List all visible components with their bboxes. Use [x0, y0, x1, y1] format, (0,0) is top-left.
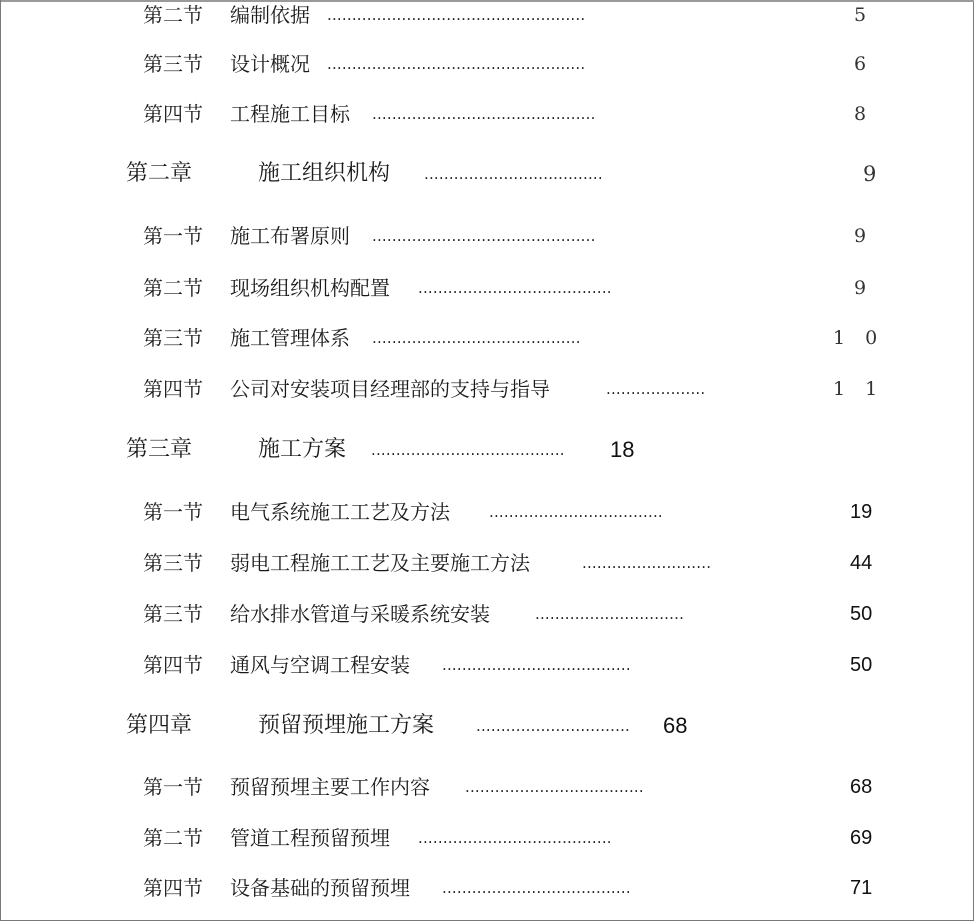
toc-leader-dots: .............................................: [372, 227, 596, 245]
toc-entry-page: 9: [863, 162, 877, 186]
toc-leader-dots: ....................: [606, 380, 706, 398]
toc-entry-title: 施工管理体系: [230, 326, 350, 350]
toc-leader-dots: ....................................: [465, 778, 644, 796]
toc-entry-title: 电气系统施工工艺及方法: [230, 500, 450, 524]
toc-entry-page: 9: [854, 225, 867, 247]
toc-leader-dots: ......................................: [442, 879, 631, 897]
toc-entry-title: 弱电工程施工工艺及主要施工方法: [230, 551, 530, 575]
toc-entry-title: 设计概况: [230, 52, 310, 76]
toc-entry-page: 50: [850, 603, 873, 625]
toc-leader-dots: ...................................: [489, 503, 663, 521]
toc-entry-page: 5: [854, 4, 867, 26]
toc-entry-number: 第四节: [143, 653, 203, 677]
toc-entry-page: 1 1: [833, 378, 885, 400]
toc-entry-page: 44: [850, 552, 873, 574]
toc-leader-dots: ..............................: [535, 605, 685, 623]
toc-leader-dots: .......................................: [418, 829, 612, 847]
toc-entry-page: 71: [850, 877, 873, 899]
toc-entry-title: 公司对安装项目经理部的支持与指导: [230, 377, 550, 401]
toc-entry-number: 第二节: [143, 276, 203, 300]
toc-entry-number: 第四节: [143, 377, 203, 401]
toc-entry-number: 第三节: [143, 52, 203, 76]
toc-leader-dots: .............................................: [372, 105, 596, 123]
toc-leader-dots: ..........................: [582, 554, 712, 572]
toc-leader-dots: ....................................................: [327, 6, 586, 24]
toc-entry-title: 管道工程预留预埋: [230, 826, 390, 850]
toc-entry-title: 施工方案: [258, 437, 347, 462]
toc-leader-dots: .......................................: [418, 279, 612, 297]
toc-entry-page: 9: [854, 277, 867, 299]
toc-entry-page: 6: [854, 53, 867, 75]
toc-entry-title: 施工组织机构: [258, 161, 391, 186]
toc-entry-page: 19: [850, 501, 873, 523]
toc-entry-title: 通风与空调工程安装: [230, 653, 410, 677]
toc-entry-title: 设备基础的预留预埋: [230, 876, 410, 900]
toc-entry-number: 第一节: [143, 224, 203, 248]
toc-entry-number: 第四节: [143, 876, 203, 900]
toc-entry-number: 第二节: [143, 826, 203, 850]
toc-entry-page: 69: [850, 827, 873, 849]
toc-entry-number: 第四节: [143, 102, 203, 126]
toc-entry-number: 第二章: [126, 161, 193, 186]
toc-leader-dots: ....................................................: [327, 55, 586, 73]
toc-entry-number: 第三节: [143, 551, 203, 575]
toc-entry-page: 18: [610, 437, 635, 462]
toc-entry-title: 给水排水管道与采暖系统安装: [230, 602, 490, 626]
toc-entry-page: 8: [854, 103, 867, 125]
toc-entry-title: 工程施工目标: [230, 102, 350, 126]
toc-entry-number: 第一节: [143, 500, 203, 524]
toc-entry-number: 第一节: [143, 775, 203, 799]
toc-entry-number: 第四章: [126, 713, 193, 738]
toc-entry-title: 现场组织机构配置: [230, 276, 390, 300]
toc-entry-title: 预留预埋主要工作内容: [230, 775, 430, 799]
toc-leader-dots: ..........................................: [372, 329, 581, 347]
toc-leader-dots: .......................................: [371, 441, 565, 459]
toc-leader-dots: ......................................: [442, 656, 631, 674]
toc-entry-number: 第二节: [143, 3, 203, 27]
toc-entry-page: 1 0: [833, 327, 885, 349]
toc-leader-dots: ....................................: [424, 165, 603, 183]
toc-entry-title: 施工布署原则: [230, 224, 350, 248]
toc-leader-dots: ...............................: [476, 717, 631, 735]
toc-entry-number: 第三节: [143, 602, 203, 626]
toc-entry-title: 预留预埋施工方案: [258, 713, 435, 738]
toc-entry-number: 第三节: [143, 326, 203, 350]
toc-entry-number: 第三章: [126, 437, 193, 462]
toc-entry-title: 编制依据: [230, 3, 310, 27]
toc-entry-page: 50: [850, 654, 873, 676]
toc-entry-page: 68: [850, 776, 873, 798]
toc-entry-page: 68: [663, 713, 688, 738]
